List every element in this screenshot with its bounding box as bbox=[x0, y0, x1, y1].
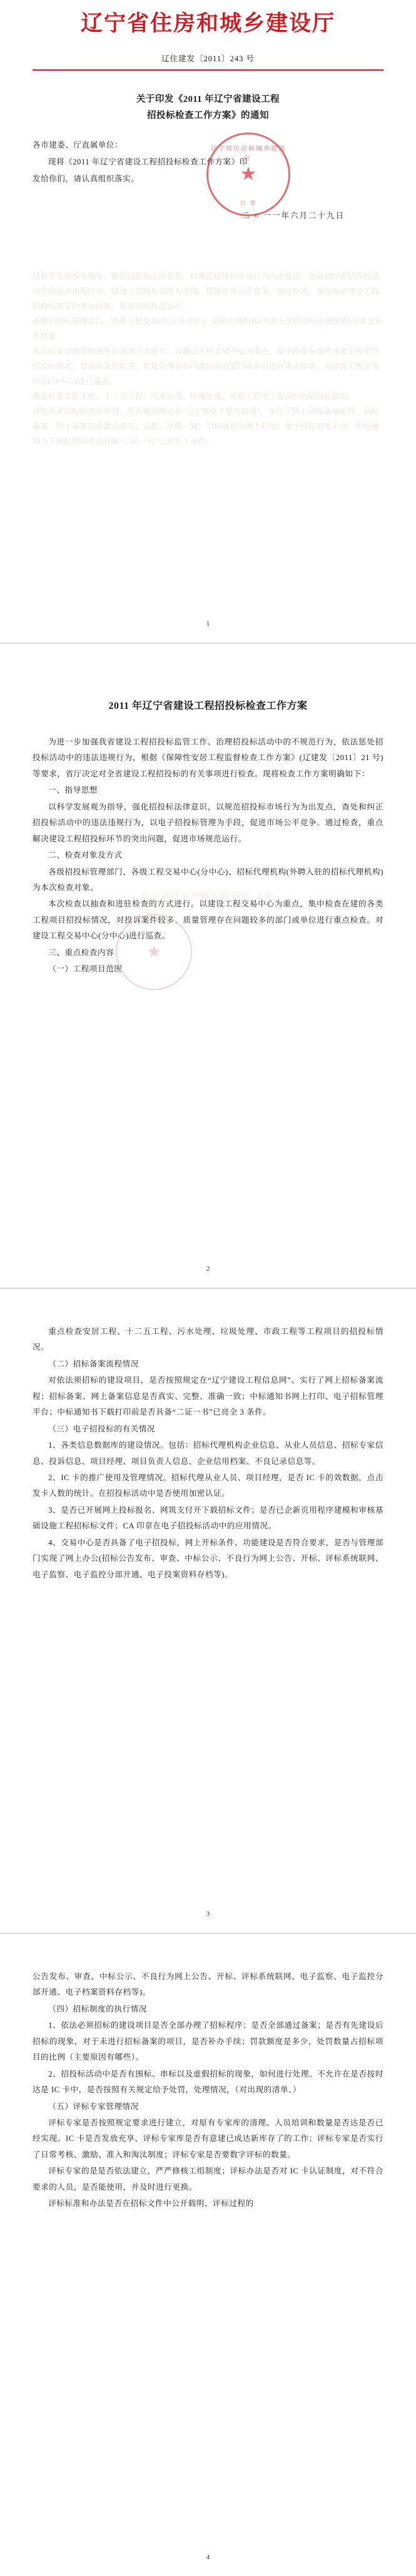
background-bleed-line: 辽宁省住房和城乡建设厅 文件 bbox=[141, 891, 275, 900]
paragraph: 评标专家是否按照规定要求进行建立，对原有专家库的清理、人员培训和数量是否达是否已经实现。IC 卡是否发放充享、评标专家库是否有意建已成达新库存了的工作；评标专家是否实行了日常考核、激励、准入和淘汰制度；评标专家是否要数字评标的数量。 bbox=[33, 2118, 383, 2159]
document-page-1 bbox=[0, 0, 416, 644]
star-icon: ★ bbox=[240, 164, 257, 184]
paragraph: 1、各类信息数据库的建设情况。包括：招标代理机构企业信息、从业人员信息、招标专家信息、投诉信息、项目经理、项目负责人信息、企业信用档案、不良记录信息等。 bbox=[33, 1441, 383, 1466]
paragraph: 公告发布、审查、中标公示、不良行为网上公告、开标、评标系统联网、电子监察、电子监控分部开通、电子档案资料存档等)。 bbox=[33, 1972, 383, 1997]
section-heading: 三、重点检查内容 bbox=[48, 948, 114, 957]
page-number: 4 bbox=[206, 2553, 210, 2561]
issuing-authority-title: 辽宁省住房和城乡建设厅 bbox=[80, 11, 335, 36]
paragraph: 重点检查安居工程、十二五工程、污水处理、垃圾处理、市政工程等工程项目的招投标情况。 bbox=[33, 1327, 383, 1352]
page-number: 1 bbox=[206, 620, 210, 628]
paragraph: 评标专家的是是否依法建立，严严修核工组制度；评标办法是否对 IC 卡认证制度，对不符合要求的人员，是否能使用，并及时进行更换。 bbox=[33, 2167, 383, 2192]
letterhead-block bbox=[33, 0, 383, 71]
page-number: 3 bbox=[206, 1910, 210, 1918]
paragraph: 2、招投标活动中是否有围标、串标以及虚假招标的现象，如何进行处理。不允许在是否按时达是 IC 卡中，是否按照有关规定给予处罚，处理情况，（对出现的清单、） bbox=[33, 2069, 383, 2095]
document-page-4 bbox=[0, 1934, 416, 2576]
notice-paragraph-1: 现将《2011 年辽宁省建设工程招投标检查工作方案》印 bbox=[48, 158, 248, 166]
subsection-heading: （一）工程项目范围 bbox=[48, 965, 123, 974]
notice-paragraph-2: 发给你们，请认真组织落实。 bbox=[33, 174, 140, 183]
bleed-line-3: 本次检查以抽查和进驻检查的方式进行。以建设工程交易中心为重点，集中检查在建的各类工程项目招投标情况，对投诉案件较多、质量管理存在问题较多的部门或单位进行重点检查。对建设工程交易中心(分中心)进行巡查。 bbox=[33, 347, 380, 386]
paragraph: 以科学发展观为指导，强化招投标法律意识，以规范招投标市场行为为出发点，查处和纠正招投标活动中的违法违规行为，以电子招投标管理为手段，促进市场公平竞争。通过检查，重点解决建设工程招投标环节的突出问题，促进市场规范运行。 bbox=[33, 802, 383, 843]
plan-body-2 bbox=[33, 734, 383, 978]
document-page-2 bbox=[0, 644, 416, 1289]
paragraph: 3、是否已开展网上投标报名、网筑支付开下载招标文件；是否已企新页用程序建模和审核基础设施工程招标标文件；CA 印章在电子招投标活动中的应用情况。 bbox=[33, 1505, 383, 1531]
seal-bottom-text: 公 章 bbox=[240, 200, 257, 206]
bleed-line-5: 对依法须招标的建设项目，是否按照规定在“辽宁建设工程信息网”、实行了网上招标备案流程；招标备案、网上备案信息是否真实、完整、准确一致；中标通知书网上打印、电子招标管理平台；中标通知书下载打印前是否具备“二证一书”已亮全 3 条件。 bbox=[33, 407, 380, 446]
paragraph: 评标标准和办法是否在招标文件中公开载明、评标过程的 bbox=[48, 2199, 254, 2208]
signature-date-block bbox=[33, 208, 383, 224]
paragraph: 4、交易中心是否具备了电子招投标，网上开标条件、功能建设是否符合要求，是否与管理部门实现了网上办公(招标公告发布、审查、中标公示、不良行为网上公告、开标、评标系统联网、电子监察、电子监控分部开通、电子投案资料存档等)。 bbox=[33, 1538, 383, 1579]
content-sheet-2 bbox=[0, 644, 416, 1288]
subsection-heading: （五）评标专家管理情况 bbox=[48, 2102, 139, 2111]
signature-date: 二 ○ 一一年六月二十九日 bbox=[241, 211, 345, 220]
seal-top-text: 辽宁省住房和城乡建设厅 bbox=[211, 146, 286, 162]
plan-title: 2011 年辽宁省建设工程招投标检查工作方案 bbox=[108, 701, 308, 711]
bleed-line-1: 以科学发展观为指导，强化招投标法律意识，以规范招投标市场行为为出发点，查处和纠正招投标活动中的违法违规行为，以电子招投标管理为手段，促进市场公平竞争。通过检查，重点解决建设工程招投标环节的突出问题，促进市场规范运行。 bbox=[33, 272, 380, 311]
paragraph: 各级招投标管理部门、各级工程交易中心(分中心)、招标代理机构(外聘入驻的招标代理机构)为本次检查对象。 bbox=[33, 867, 383, 892]
notice-title-line1: 关于印发《2011 年辽宁省建设工程 bbox=[136, 94, 280, 105]
content-sheet-4 bbox=[0, 1934, 416, 2576]
paragraph: 对依法须招标的建设项目，是否按照规定在“辽宁建设工程信息网”、实行了网上招标备案流程；招标备案、网上备案信息是否真实、完整、准确一致；中标通知书网上打印、电子招标管理平台；中标通知书下载打印前是否具备“二证一书”已亮全 3 条件。 bbox=[33, 1376, 383, 1417]
subsection-heading: （三）电子招投标的有关情况 bbox=[48, 1424, 156, 1433]
background-bleed-text bbox=[33, 269, 383, 449]
subsection-heading: （二）招标备案流程情况 bbox=[48, 1359, 139, 1368]
paragraph: 为进一步加强我省建设工程招投标监管工作、治理招投标活动中的不规范行为，依法惩处招投标活动中的违法违规行为，根据《保障性安居工程监督检查工作方案》(辽建发〔2011〕21 号)等要求，省厅决定对全省建设工程招投标的有关事项进行检查。现将检查工作方案明确如下： bbox=[33, 738, 383, 778]
notice-recipient: 各市建委、厅直属单位： bbox=[33, 141, 123, 149]
document-page-3 bbox=[0, 1289, 416, 1934]
letterhead-sheet bbox=[0, 0, 416, 643]
content-sheet-3 bbox=[0, 1289, 416, 1933]
subsection-heading: （四）招标制度的执行情况 bbox=[48, 2004, 147, 2013]
plan-body-4 bbox=[33, 1969, 383, 2212]
bleed-line-4: 重点检查安居工程、十二五工程、污水处理、垃圾处理、市政工程等工程项目的招投标情况。 bbox=[33, 392, 356, 401]
paragraph: 本次检查以抽查和进驻检查的方式进行。以建设工程交易中心为重点，集中检查在建的各类工程项目招投标情况，对投诉案件较多、质量管理存在问题较多的部门或单位进行重点检查。对建设工程交易中心(分中心)进行巡查。 bbox=[33, 900, 383, 941]
paragraph: 2、IC 卡的推广使用及管理情况。招标代理从业人员、项目经理，是否 IC 卡的效数据，点击发卡人数的统计。在招投标活动中是否使用加密认证。 bbox=[33, 1473, 383, 1498]
plan-body-3 bbox=[33, 1324, 383, 1583]
notice-title-line2: 招投标检查工作方案》的通知 bbox=[147, 110, 269, 121]
star-icon: ★ bbox=[146, 943, 161, 961]
page-number: 2 bbox=[206, 1265, 210, 1273]
bleed-line-2: 各级招投标管理部门、各级工程交易中心(分中心)、招标代理机构(外聘入驻的招标代理机构)为本次检查对象。 bbox=[33, 317, 383, 341]
section-heading: 一、指导思想 bbox=[48, 786, 98, 795]
document-number: 辽住建发〔2011〕243 号 bbox=[161, 54, 255, 64]
notice-title bbox=[33, 92, 383, 124]
section-heading: 二、检查对象及方式 bbox=[48, 851, 123, 860]
notice-body bbox=[33, 138, 383, 187]
red-divider bbox=[33, 69, 383, 71]
paragraph: 1、依法必须招标的建设项目是否全部办理了招标程序；是否全部通过备案；是否有先建设后招标的现象，对于未进行招标备案的项目，是否补办手续；罚款额度是多少，处罚数量占招标项目的比例（主要原因有哪些）。 bbox=[33, 2021, 383, 2062]
